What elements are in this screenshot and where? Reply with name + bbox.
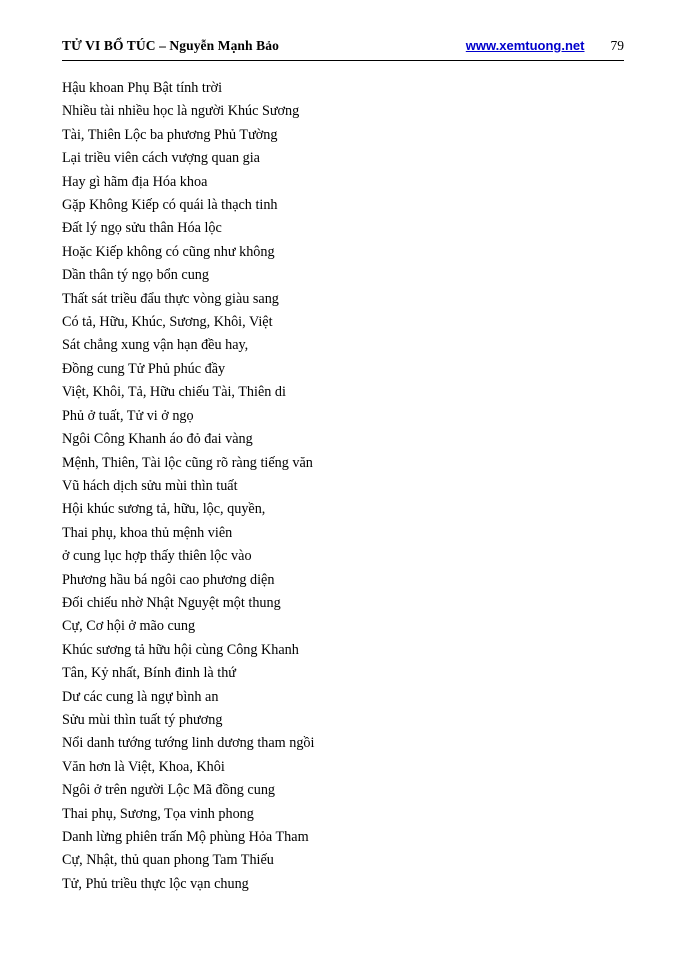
poem-line: Tân, Kỷ nhất, Bính đinh là thứ bbox=[62, 665, 236, 682]
poem-line: Cự, Nhật, thủ quan phong Tam Thiếu bbox=[62, 852, 274, 869]
poem-line: Mệnh, Thiên, Tài lộc cũng rõ ràng tiếng văn bbox=[62, 454, 313, 471]
book-title: TỬ VI BỔ TÚC – Nguyễn Mạnh Bảo bbox=[62, 38, 279, 53]
poem-line: Ngôi ở trên người Lộc Mã đồng cung bbox=[62, 782, 276, 799]
poem-line: Sát chẳng xung vận hạn đều hay, bbox=[62, 337, 249, 354]
poem-line: Thất sát triều đẩu thực vòng giàu sang bbox=[62, 290, 279, 307]
poem-line: Danh lừng phiên trấn Mộ phùng Hỏa Tham bbox=[62, 829, 309, 845]
website-link[interactable]: www.xemtuong.net bbox=[465, 38, 585, 53]
poem-body bbox=[62, 77, 624, 896]
poem-line: Nổi danh tướng tướng linh dương tham ngồi bbox=[62, 735, 315, 752]
poem-line: Đất lý ngọ sửu thân Hóa lộc bbox=[62, 220, 222, 237]
poem-line: Cự, Cơ hội ở mão cung bbox=[62, 618, 196, 635]
poem-line: Ngôi Công Khanh áo đỏ đai vàng bbox=[62, 431, 253, 448]
poem-line: Phủ ở tuất, Tử vi ở ngọ bbox=[62, 407, 194, 424]
page-header bbox=[62, 38, 624, 61]
poem-line: Sửu mùi thìn tuất tý phương bbox=[62, 711, 223, 728]
poem-line: Đồng cung Tử Phủ phúc đầy bbox=[62, 360, 226, 377]
poem-line: Tử, Phủ triều thực lộc vạn chung bbox=[62, 875, 249, 892]
poem-line: Có tả, Hữu, Khúc, Sương, Khôi, Việt bbox=[62, 314, 273, 331]
poem-line: ở cung lục hợp thấy thiên lộc vào bbox=[62, 548, 252, 565]
poem-line: Thai phụ, khoa thủ mệnh viên bbox=[62, 524, 233, 541]
poem-line: Hay gì hãm địa Hóa khoa bbox=[62, 173, 208, 190]
poem-line: Gặp Không Kiếp có quái là thạch tinh bbox=[62, 197, 278, 214]
poem-line: Dư các cung là ngự bình an bbox=[62, 688, 219, 705]
poem-line: Văn hơn là Việt, Khoa, Khôi bbox=[62, 758, 225, 775]
poem-line: Việt, Khôi, Tả, Hữu chiếu Tài, Thiên di bbox=[62, 384, 286, 401]
poem-line: Tài, Thiên Lộc ba phương Phủ Tường bbox=[62, 126, 278, 143]
poem-line: Nhiều tài nhiều học là người Khúc Sương bbox=[62, 103, 300, 120]
poem-line: Vũ hách dịch sửu mùi thìn tuất bbox=[62, 477, 238, 494]
poem-line: Phương hầu bá ngôi cao phương diện bbox=[62, 571, 275, 588]
poem-line: Thai phụ, Sương, Tọa vinh phong bbox=[62, 805, 254, 822]
poem-line: Hoặc Kiếp không có cũng như không bbox=[62, 243, 275, 260]
poem-line: Khúc sương tả hữu hội cùng Công Khanh bbox=[62, 641, 299, 658]
page-number: 79 bbox=[610, 38, 624, 53]
poem-line: Dần thân tý ngọ bổn cung bbox=[62, 267, 209, 284]
poem-line: Lại triều viên cách vượng quan gia bbox=[62, 150, 260, 167]
poem-line: Đối chiếu nhờ Nhật Nguyệt một thung bbox=[62, 594, 281, 611]
poem-line: Hội khúc sương tả, hữu, lộc, quyền, bbox=[62, 501, 266, 518]
poem-line: Hậu khoan Phụ Bật tính trời bbox=[62, 80, 223, 96]
